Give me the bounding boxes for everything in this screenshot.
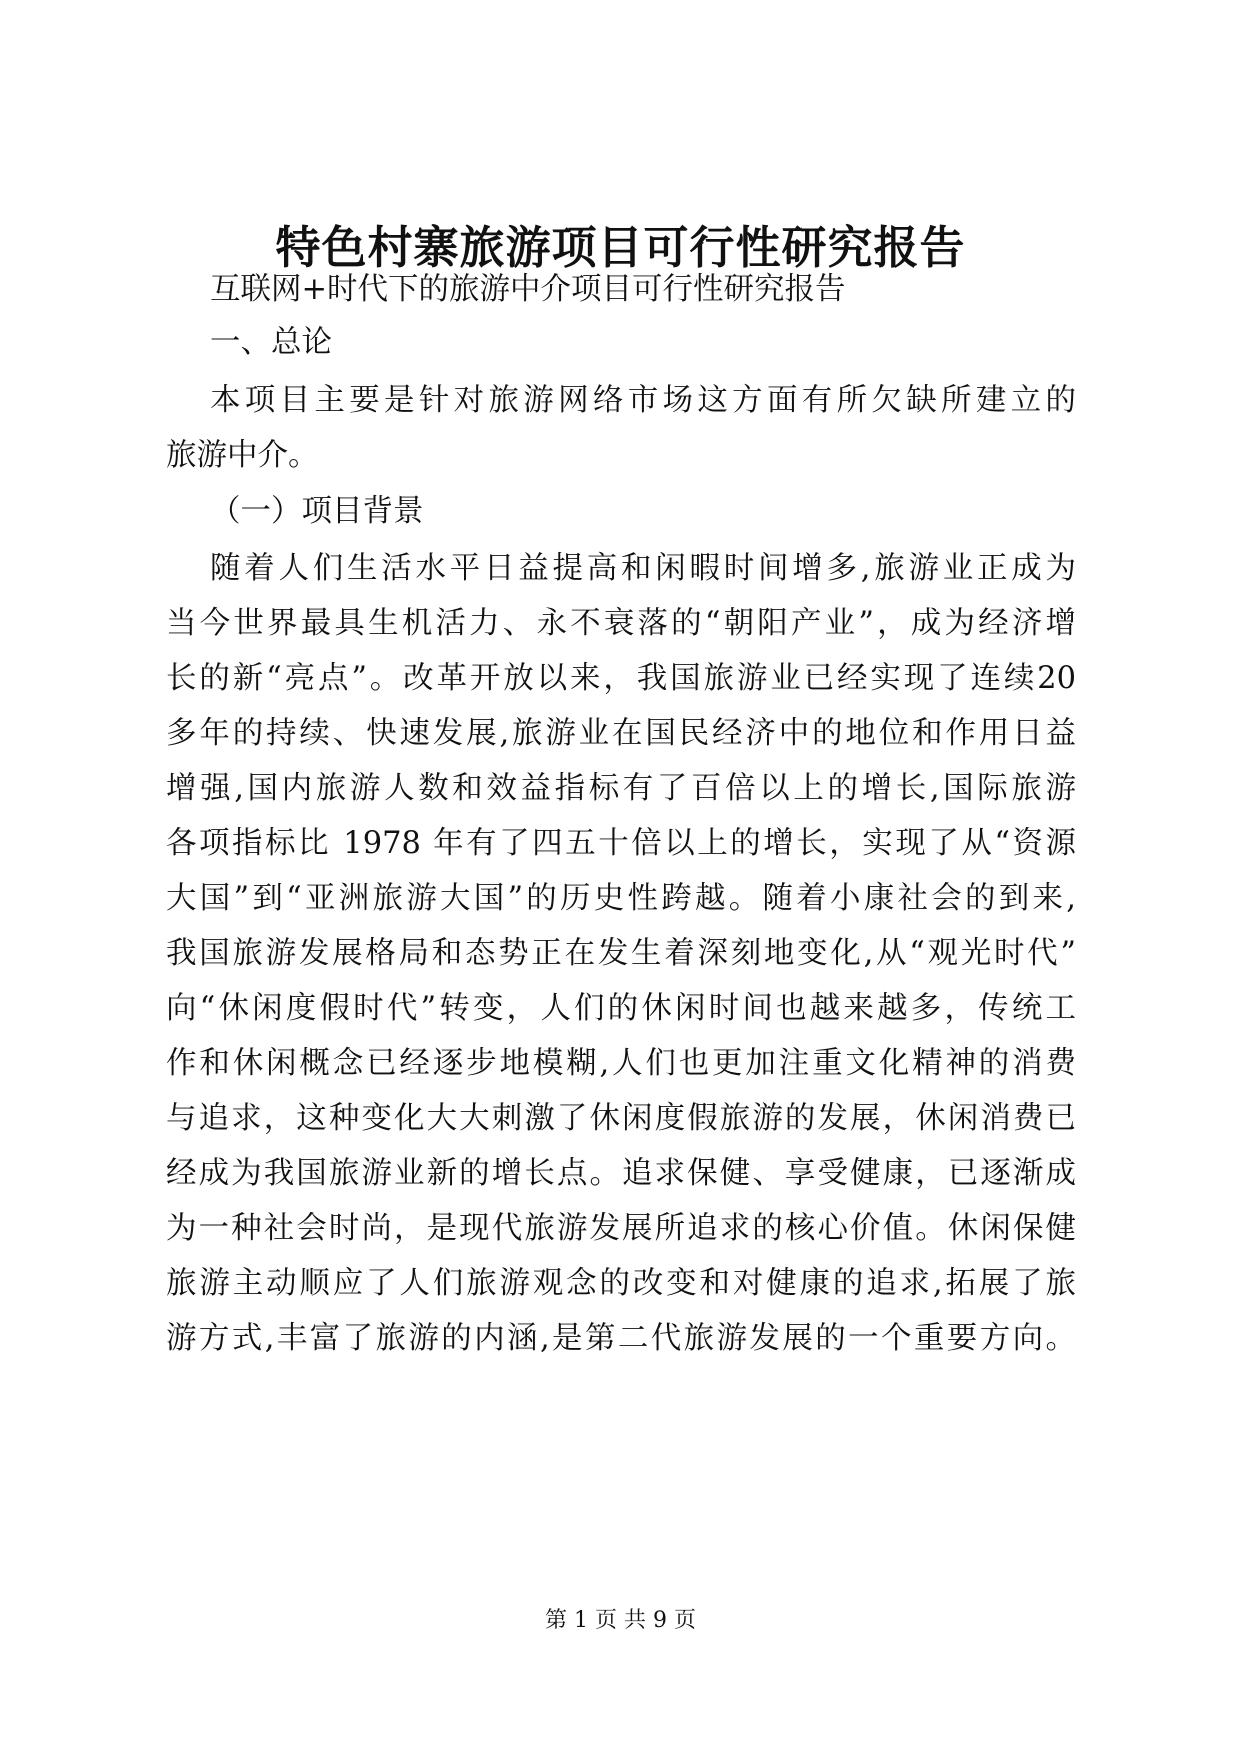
intro-line: 本项目主要是针对旅游网络市场这方面有所欠缺所建立的 xyxy=(210,383,1076,418)
body-line: 各项指标比 1978 年有了四五十倍以上的增长，实现了从“资源 xyxy=(166,826,1076,861)
section-heading-1-1: （一）项目背景 xyxy=(210,494,424,529)
intro-line: 旅游中介。 xyxy=(166,438,319,473)
body-line: 游方式,丰富了旅游的内涵,是第二代旅游发展的一个重要方向。 xyxy=(166,1321,1076,1356)
body-line: 向“休闲度假时代”转变，人们的休闲时间也越来越多，传统工 xyxy=(166,991,1076,1026)
body-line: 我国旅游发展格局和态势正在发生着深刻地变化,从“观光时代” xyxy=(166,936,1076,971)
body-line: 与追求，这种变化大大刺激了休闲度假旅游的发展，休闲消费已 xyxy=(166,1101,1076,1136)
body-line: 当今世界最具生机活力、永不衰落的“朝阳产业”，成为经济增 xyxy=(166,606,1076,641)
section-heading-1: 一、总论 xyxy=(210,325,332,360)
body-line: 长的新“亮点”。改革开放以来，我国旅游业已经实现了连续20 xyxy=(166,661,1076,696)
body-line: 作和休闲概念已经逐步地模糊,人们也更加注重文化精神的消费 xyxy=(166,1046,1076,1081)
body-line: 随着人们生活水平日益提高和闲暇时间增多,旅游业正成为 xyxy=(210,551,1076,586)
body-line: 增强,国内旅游人数和效益指标有了百倍以上的增长,国际旅游 xyxy=(166,771,1076,806)
body-line: 为一种社会时尚，是现代旅游发展所追求的核心价值。休闲保健 xyxy=(166,1211,1076,1246)
body-line: 多年的持续、快速发展,旅游业在国民经济中的地位和作用日益 xyxy=(166,716,1076,751)
body-line: 大国”到“亚洲旅游大国”的历史性跨越。随着小康社会的到来, xyxy=(166,881,1076,916)
body-line: 旅游主动顺应了人们旅游观念的改变和对健康的追求,拓展了旅 xyxy=(166,1266,1076,1301)
document-title: 特色村寨旅游项目可行性研究报告 xyxy=(275,221,966,274)
page-number-footer: 第 1 页 共 9 页 xyxy=(545,1608,696,1633)
subtitle: 互联网+时代下的旅游中介项目可行性研究报告 xyxy=(210,272,846,307)
body-line: 经成为我国旅游业新的增长点。追求保健、享受健康，已逐渐成 xyxy=(166,1156,1076,1191)
